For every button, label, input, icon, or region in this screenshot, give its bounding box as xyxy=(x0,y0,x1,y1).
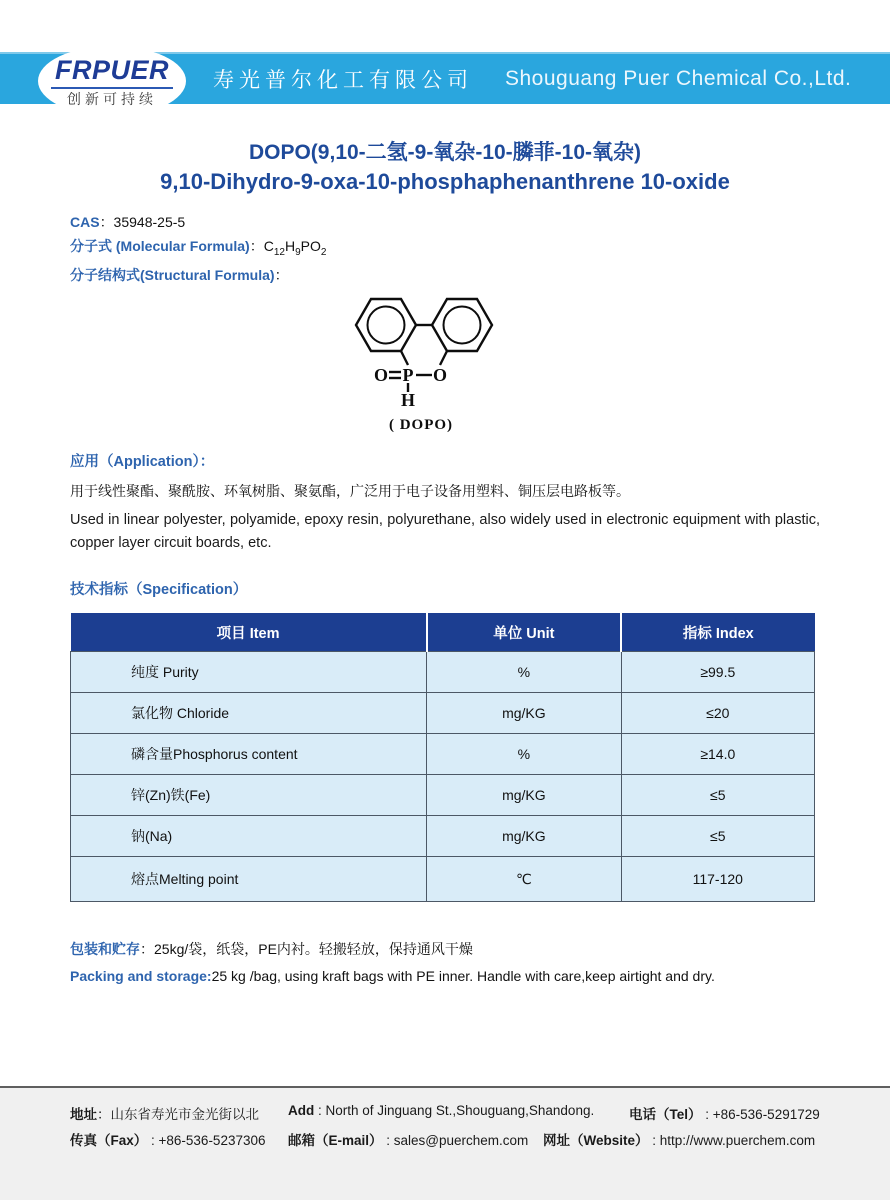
packing-section xyxy=(70,936,715,990)
company-logo xyxy=(38,46,186,116)
benzene-circle-left xyxy=(368,307,405,344)
ring-to-p-bond xyxy=(401,351,408,365)
footer-website xyxy=(543,1129,815,1149)
specification-heading: 技术指标（Specification） xyxy=(70,582,248,598)
footer-address-english xyxy=(288,1103,594,1118)
packing-line-chinese xyxy=(70,936,715,963)
column-header-index: 指标 Index xyxy=(621,613,814,652)
cell-item: 钠(Na) xyxy=(71,816,427,857)
cell-index: 117-120 xyxy=(621,857,814,902)
table-header-row xyxy=(71,613,815,652)
company-name-english: Shouguang Puer Chemical Co.,Ltd. xyxy=(505,67,852,90)
cell-index: ≥14.0 xyxy=(621,734,814,775)
product-title-english: 9,10-Dihydro-9-oxa-10-phosphaphenanthrene 10-oxide xyxy=(160,169,730,194)
packing-text-english: 25 kg /bag, using kraft bags with PE inner. Handle with care,keep airtight and dry. xyxy=(211,968,715,984)
table-row xyxy=(71,734,815,775)
molecular-formula-line xyxy=(70,235,326,264)
application-text-chinese: 用于线性聚酯、聚酰胺、环氧树脂、聚氨酯，广泛用于电子设备用塑料、铜压层电路板等。 xyxy=(70,483,630,499)
cas-line xyxy=(70,211,326,235)
table-row xyxy=(71,775,815,816)
cell-unit: ℃ xyxy=(427,857,621,902)
footer-email xyxy=(288,1129,528,1149)
cell-item: 磷含量Phosphorus content xyxy=(71,734,427,775)
cell-unit: mg/KG xyxy=(427,693,621,734)
company-names xyxy=(213,54,851,104)
packing-text-chinese: ：25kg/袋，纸袋，PE内衬。轻搬轻放，保持通风干燥 xyxy=(140,941,473,957)
add-value: : North of Jinguang St.,Shouguang,Shandong. xyxy=(314,1103,595,1118)
fax-label: 传真（Fax） xyxy=(70,1133,148,1148)
table-row xyxy=(71,652,815,693)
benzene-circle-right xyxy=(444,307,481,344)
cell-index: ≥99.5 xyxy=(621,652,814,693)
oxygen-double-atom: O xyxy=(373,365,389,385)
colon: ： xyxy=(274,266,289,283)
cell-index: ≤20 xyxy=(621,693,814,734)
email-label: 邮箱（E-mail） xyxy=(288,1133,383,1148)
specification-table xyxy=(70,613,815,902)
oxygen-bridge-atom: O xyxy=(432,365,448,385)
cell-unit: % xyxy=(427,652,621,693)
structure-caption: ( DOPO) xyxy=(388,417,454,433)
footer-telephone xyxy=(629,1103,820,1123)
company-name-chinese: 寿光普尔化工有限公司 xyxy=(213,69,473,92)
phosphorus-atom: P xyxy=(402,365,414,385)
structural-formula-label: 分子结构式(Structural Formula) xyxy=(70,266,275,283)
cell-unit: % xyxy=(427,734,621,775)
column-header-item: 项目 Item xyxy=(71,613,427,652)
specification-section xyxy=(70,578,815,902)
structural-formula-diagram xyxy=(324,272,524,434)
table-row xyxy=(71,693,815,734)
cell-unit: mg/KG xyxy=(427,816,621,857)
cell-unit: mg/KG xyxy=(427,775,621,816)
product-title xyxy=(0,138,890,197)
cell-item: 氯化物 Chloride xyxy=(71,693,427,734)
colon: ： xyxy=(249,237,264,254)
cell-index: ≤5 xyxy=(621,816,814,857)
packing-label-english: Packing and storage: xyxy=(70,968,212,984)
footer-address xyxy=(70,1103,259,1123)
logo-wordmark: FRPUER xyxy=(51,57,173,89)
application-text-english: Used in linear polyester, polyamide, epoxy resin, polyurethane, also widely used in electronic equipment with plastic, copper layer circuit boards, etc. xyxy=(70,512,820,551)
tel-label: 电话（Tel） xyxy=(629,1107,702,1122)
cell-item: 锌(Zn)铁(Fe) xyxy=(71,775,427,816)
address-label: 地址 xyxy=(70,1107,97,1122)
cas-value: ：35948-25-5 xyxy=(99,214,186,230)
ring-to-o-bond xyxy=(440,351,447,365)
molecular-formula-label: 分子式 (Molecular Formula) xyxy=(70,237,250,254)
table-row xyxy=(71,816,815,857)
website-value: : http://www.puerchem.com xyxy=(648,1133,816,1148)
logo-tagline: 创新可持续 xyxy=(67,90,157,107)
address-value: ：山东省寿光市金光街以北 xyxy=(97,1107,259,1122)
website-label: 网址（Website） xyxy=(543,1133,649,1148)
add-label: Add xyxy=(288,1103,315,1118)
product-title-chinese: DOPO(9,10-二氢-9-氧杂-10-膦菲-10-氧杂) xyxy=(248,141,642,164)
application-heading: 应用（Application）： xyxy=(70,454,215,470)
tel-value: : +86-536-5291729 xyxy=(701,1107,820,1122)
header-bar xyxy=(0,52,890,107)
table-row xyxy=(71,857,815,902)
packing-line-english xyxy=(70,963,715,990)
molecular-formula-value: $C_{12}H_9PO_2$ xyxy=(263,237,327,258)
hydrogen-atom: H xyxy=(400,390,416,410)
structural-formula-line xyxy=(70,264,326,288)
application-section xyxy=(70,450,820,555)
cas-label: CAS xyxy=(70,214,100,230)
footer-fax xyxy=(70,1129,266,1149)
cell-item: 纯度 Purity xyxy=(71,652,427,693)
cell-index: ≤5 xyxy=(621,775,814,816)
footer xyxy=(0,1088,890,1200)
chemical-properties xyxy=(70,211,326,287)
packing-label-chinese: 包装和贮存 xyxy=(70,941,140,957)
column-header-unit: 单位 Unit xyxy=(427,613,621,652)
cell-item: 熔点Melting point xyxy=(71,857,427,902)
fax-value: : +86-536-5237306 xyxy=(147,1133,266,1148)
email-value: : sales@puerchem.com xyxy=(382,1133,529,1148)
